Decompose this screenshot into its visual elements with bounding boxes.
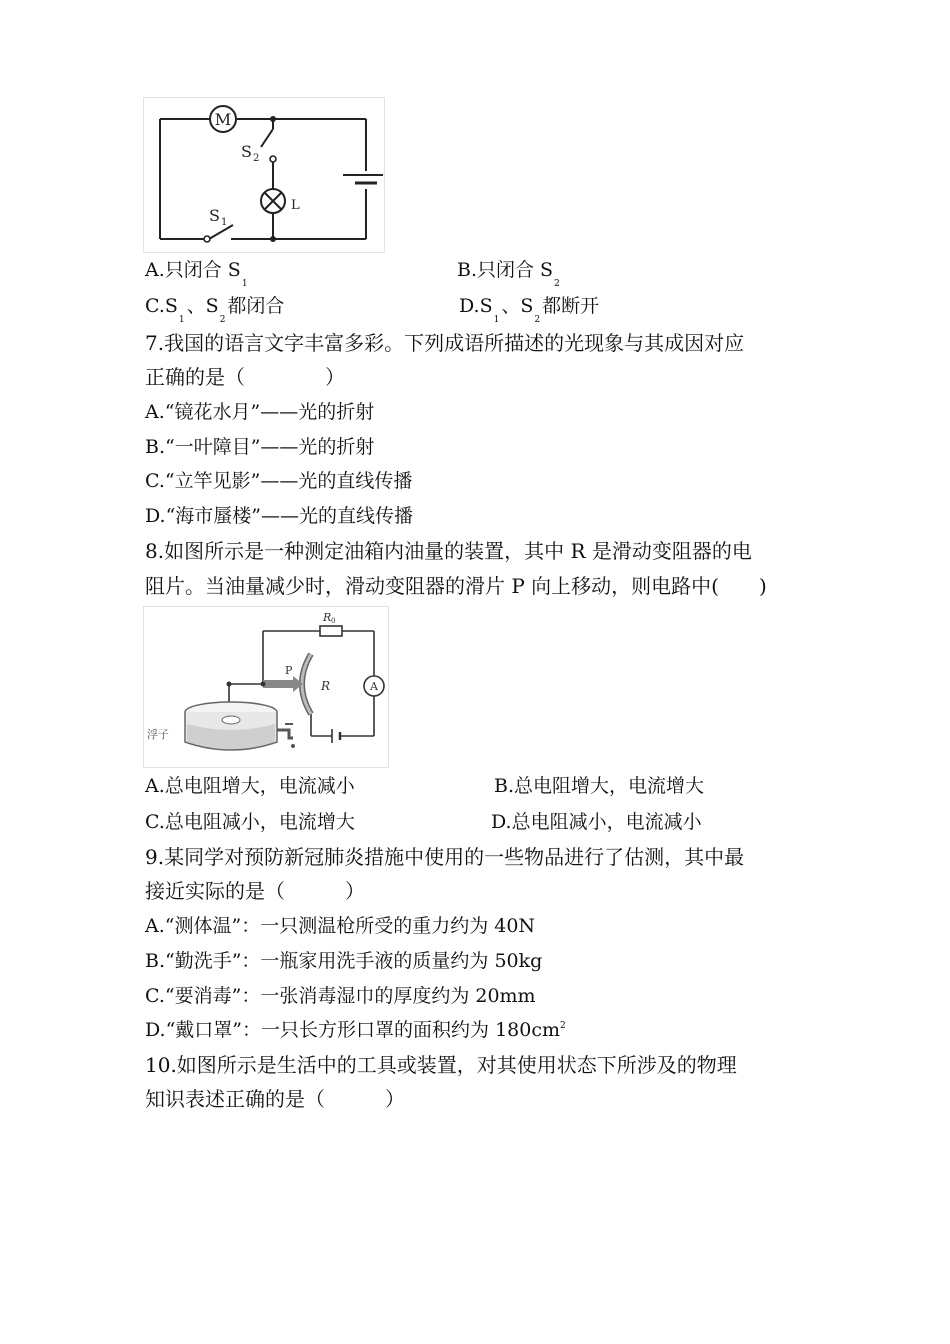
switch2-sub: 2 (253, 153, 260, 164)
q9-option-d (145, 1018, 566, 1046)
q9-option-c: C.“要消毒”：一张消毒湿巾的厚度约为 20mm (145, 985, 536, 1007)
q6-option-d-prefix: D.S (459, 295, 493, 317)
q6-option-c-suffix: 都闭合 (227, 295, 285, 317)
r0-label: R (323, 611, 332, 624)
q9-option-d-sup: 2 (560, 1021, 566, 1031)
switch2-label: S (241, 142, 252, 161)
q8-option-a: A.总电阻增大，电流减小 (145, 775, 355, 797)
q6-option-c-prefix: C.S (145, 295, 178, 317)
q6-option-b-text: B.只闭合 S (457, 259, 554, 281)
q10-stem-line2: 知识表述正确的是（ ） (145, 1087, 405, 1111)
q7-stem-line1: 7.我国的语言文字丰富多彩。下列成语所描述的光现象与其成因对应 (145, 331, 745, 355)
q7-option-b: B.“一叶障目”——光的折射 (145, 436, 375, 458)
lamp-label: L (291, 198, 300, 213)
q9-option-d-text: D.“戴口罩”：一只长方形口罩的面积约为 180cm (145, 1019, 560, 1041)
q10-stem-line1: 10.如图所示是生活中的工具或装置，对其使用状态下所涉及的物理 (145, 1053, 737, 1077)
q7-stem-line2: 正确的是（ ） (145, 365, 345, 389)
q9-option-a: A.“测体温”：一只测温枪所受的重力约为 40N (145, 915, 536, 937)
p-label: P (285, 664, 293, 677)
q9-option-b: B.“勤洗手”：一瓶家用洗手液的质量约为 50kg (145, 950, 543, 972)
q6-option-c-mid: 、S (186, 295, 219, 317)
q8-stem-line2: 阻片。当油量减少时，滑动变阻器的滑片 P 向上移动，则电路中( ) (145, 574, 767, 598)
switch1-label: S (209, 206, 220, 225)
float-label: 浮子 (147, 728, 169, 741)
r0-sub: 0 (331, 617, 336, 625)
switch1-sub: 1 (221, 217, 228, 228)
q8-stem-line1: 8.如图所示是一种测定油箱内油量的装置，其中 R 是滑动变阻器的电 (145, 539, 752, 563)
q6-option-b-sub: 2 (554, 279, 560, 289)
q6-option-d-sub2: 2 (534, 315, 541, 325)
r-label: R (321, 679, 331, 693)
q9-stem-line1: 9.某同学对预防新冠肺炎措施中使用的一些物品进行了估测，其中最 (145, 845, 745, 869)
q8-option-b: B.总电阻增大，电流增大 (494, 775, 705, 797)
q6-option-c-sub1: 1 (178, 315, 185, 325)
q6-option-d-sub1: 1 (493, 315, 500, 325)
q6-option-a-text: A.只闭合 S (145, 259, 241, 281)
q7-option-c: C.“立竿见影”——光的直线传播 (145, 470, 413, 492)
q9-stem-line2: 接近实际的是（ ） (145, 879, 365, 903)
q8-option-d: D.总电阻减小，电流减小 (491, 811, 702, 833)
q6-option-c-sub2: 2 (219, 315, 226, 325)
q6-option-a-sub: 1 (241, 279, 248, 289)
circuit-figure-q6 (143, 97, 385, 253)
q6-option-d-suffix: 都断开 (542, 295, 600, 317)
ammeter-label: A (370, 680, 378, 693)
q8-option-c: C.总电阻减小，电流增大 (145, 811, 355, 833)
q7-option-d: D.“海市蜃楼”——光的直线传播 (145, 505, 414, 527)
oil-gauge-figure-q8 (143, 606, 389, 768)
q6-option-c (145, 294, 285, 325)
q6-option-a (145, 258, 250, 289)
q6-option-d-mid: 、S (501, 295, 534, 317)
q6-option-b (457, 258, 562, 289)
motor-label: M (214, 110, 232, 129)
q6-option-d (459, 294, 600, 325)
q7-option-a: A.“镜花水月”——光的折射 (145, 401, 375, 423)
